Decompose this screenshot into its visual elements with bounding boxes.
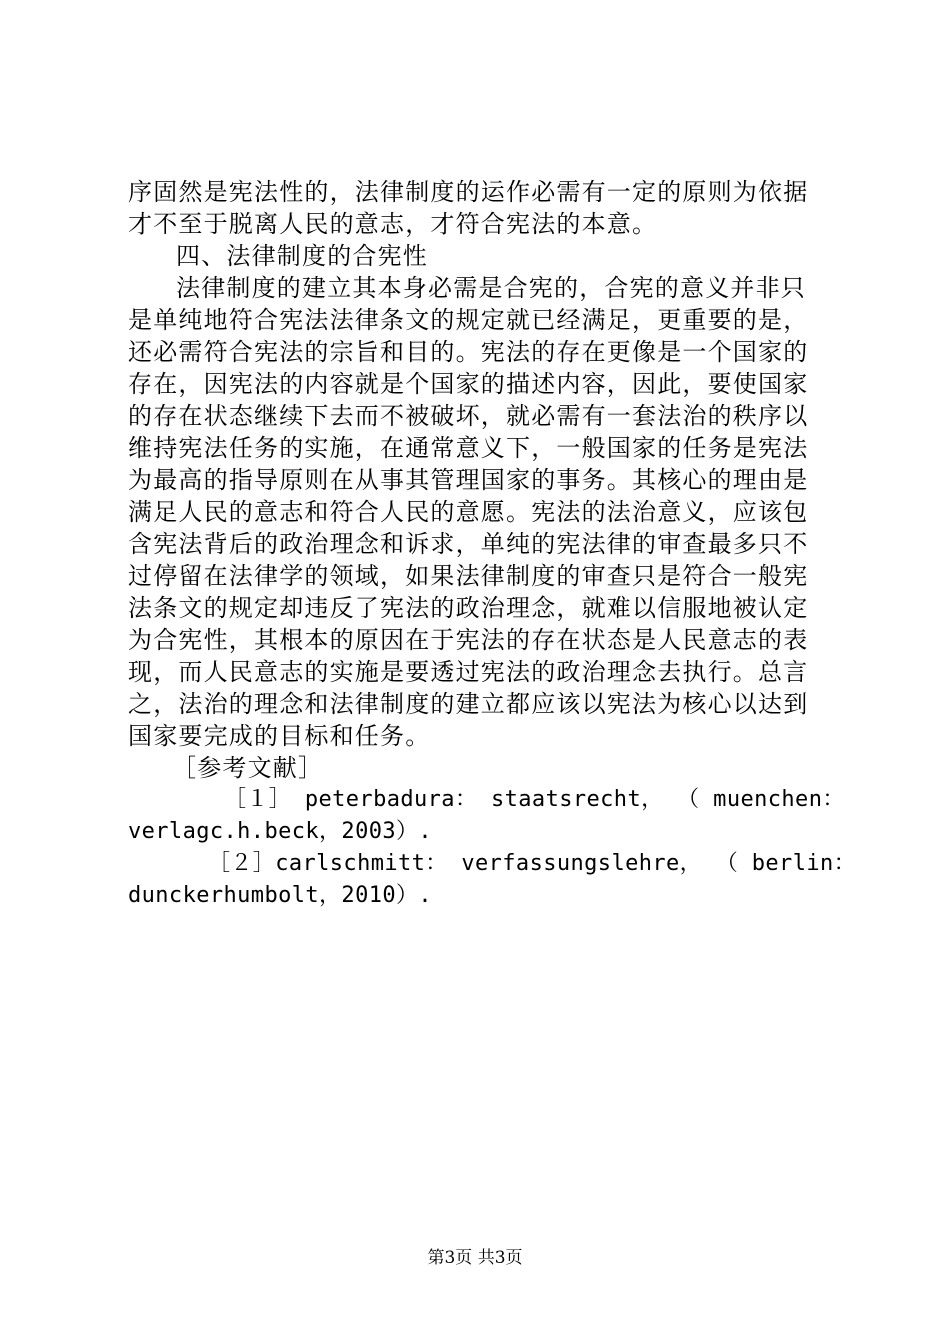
reference-item: ［１］ peterbadura： staatsrecht， （ muenchen： bbox=[224, 787, 845, 812]
text-line: 才不至于脱离人民的意志，才符合宪法的本意。 bbox=[128, 210, 658, 238]
reference-item-cont: verlagc.h.beck，2003）. bbox=[128, 819, 433, 844]
references-list bbox=[128, 784, 857, 912]
document-body bbox=[128, 176, 857, 912]
text-line: 为合宪性，其根本的原因在于宪法的存在状态是人民意志的表 bbox=[128, 626, 809, 654]
text-line: 法律制度的建立其本身必需是合宪的，合宪的意义并非只 bbox=[176, 274, 806, 302]
text-line: 之，法治的理念和法律制度的建立都应该以宪法为核心以达到 bbox=[128, 690, 809, 718]
text-line: 现，而人民意志的实施是要透过宪法的政治理念去执行。总言 bbox=[128, 658, 809, 686]
text-line: 法条文的规定却违反了宪法的政治理念，就难以信服地被认定 bbox=[128, 594, 809, 622]
references-heading: ［参考文献］ bbox=[172, 754, 324, 782]
text-line: 维持宪法任务的实施，在通常意义下，一般国家的任务是宪法 bbox=[128, 434, 809, 462]
text-line: 序固然是宪法性的，法律制度的运作必需有一定的原则为依据 bbox=[128, 178, 809, 206]
text-line: 存在，因宪法的内容就是个国家的描述内容，因此，要使国家 bbox=[128, 370, 809, 398]
text-line: 含宪法背后的政治理念和诉求，单纯的宪法律的审查最多只不 bbox=[128, 530, 809, 558]
text-line: 的存在状态继续下去而不被破坏，就必需有一套法治的秩序以 bbox=[128, 402, 809, 430]
text-line: 国家要完成的目标和任务。 bbox=[128, 722, 431, 750]
text-line: 还必需符合宪法的宗旨和目的。宪法的存在更像是一个国家的 bbox=[128, 338, 809, 366]
text-line: 为最高的指导原则在从事其管理国家的事务。其核心的理由是 bbox=[128, 466, 809, 494]
text-line: 是单纯地符合宪法法律条文的规定就已经满足，更重要的是， bbox=[128, 306, 809, 334]
text-line: 满足人民的意志和符合人民的意愿。宪法的法治意义，应该包 bbox=[128, 498, 809, 526]
reference-item: ［２］carlschmitt： verfassungslehre， （ berlin： bbox=[208, 851, 857, 876]
reference-item-cont: dunckerhumbolt，2010）. bbox=[128, 883, 433, 908]
page-footer: 第3页 共3页 bbox=[427, 1248, 523, 1268]
section-heading: 四、法律制度的合宪性 bbox=[176, 242, 428, 270]
text-line: 过停留在法律学的领域，如果法律制度的审查只是符合一般宪 bbox=[128, 562, 809, 590]
